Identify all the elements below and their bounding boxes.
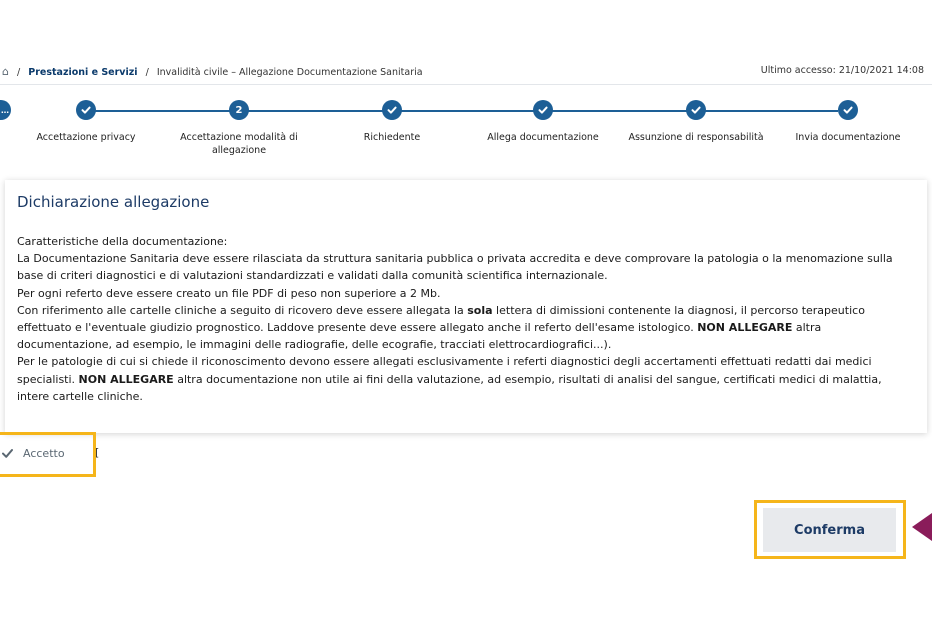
highlight-box-confirm: [754, 500, 906, 559]
paragraph-1: La Documentazione Sanitaria deve essere rilasciata da struttura sanitaria pubblica o privata accredita e deve comprovare la patologia o la menomazione sulla base di criteri diagnostici e di valutazioni standardizzati e validati dalla comunità scientifica internazionale.: [17, 252, 893, 283]
breadcrumb-separator: /: [145, 67, 149, 78]
step-label: Accettazione privacy: [36, 132, 136, 143]
card-title: Dichiarazione allegazione: [17, 193, 210, 211]
declaration-card: [5, 180, 927, 433]
step-label: Invia documentazione: [795, 132, 901, 143]
breadcrumb-item-prestazioni[interactable]: Prestazioni e Servizi: [28, 67, 138, 78]
intro-text: Caratteristiche della documentazione:: [17, 235, 228, 248]
check-icon: [382, 100, 402, 120]
paragraph-2: Per ogni referto deve essere creato un file PDF di peso non superiore a 2 Mb.: [17, 286, 441, 300]
cursor-mark: [: [95, 446, 100, 459]
check-icon: [76, 100, 96, 120]
breadcrumb-separator: /: [17, 67, 21, 78]
paragraph-3: Con riferimento alle cartelle cliniche a seguito di ricovero deve essere allegata la sola lettera di dimissioni contenente la diagnosi, il percorso terapeutico effettuato e l'eventuale giudizio prognostico. Laddove presente deve essere allegato anche il referto dell'esame istologico. NON ALLEGARE altra documentazione, ad esempio, le immagini delle radiografie, delle ecografie, tracciati elettrocardiografici...).: [17, 303, 865, 352]
top-bar: [0, 58, 932, 85]
step-allega-documentazione: [473, 100, 613, 144]
home-icon[interactable]: ⌂: [2, 65, 9, 78]
check-icon: [686, 100, 706, 120]
paragraph-4: Per le patologie di cui si chiede il riconoscimento devono essere allegati esclusivamente i referti diagnostici degli accertamenti effettuati redatti dai medici specialisti. NON ALLEGARE altra documentazione non utile ai fini della valutazione, ad esempio, risultati di analisi del sangue, certificati medici di malattia, intere cartelle cliniche.: [17, 355, 882, 403]
step-label: Accettazione modalità di allegazione: [180, 132, 298, 156]
step-accettazione-modalita: [169, 100, 309, 157]
check-icon: [838, 100, 858, 120]
step-label: Assunzione di responsabilità: [628, 132, 764, 143]
breadcrumb-item-current: Invalidità civile – Allegazione Documentazione Sanitaria: [156, 67, 423, 78]
step-richiedente: [322, 100, 462, 144]
pointer-arrow-icon: [912, 513, 932, 541]
step-number-badge: 2: [229, 100, 249, 120]
last-access-text: Ultimo accesso: 21/10/2021 14:08: [760, 65, 924, 76]
previous-steps-indicator: …: [0, 100, 11, 120]
accept-label: Accetto: [23, 446, 65, 460]
step-accettazione-privacy: [16, 100, 156, 144]
step-label: Allega documentazione: [487, 132, 599, 143]
check-icon: [533, 100, 553, 120]
highlight-box-accept: [0, 432, 96, 477]
confirm-button[interactable]: Conferma: [763, 508, 896, 552]
step-invia-documentazione: [778, 100, 918, 144]
step-label: Richiedente: [363, 132, 421, 143]
breadcrumb: [2, 65, 423, 78]
card-body: [17, 233, 917, 405]
step-assunzione-responsabilita: [626, 100, 766, 144]
progress-stepper: [0, 100, 932, 168]
